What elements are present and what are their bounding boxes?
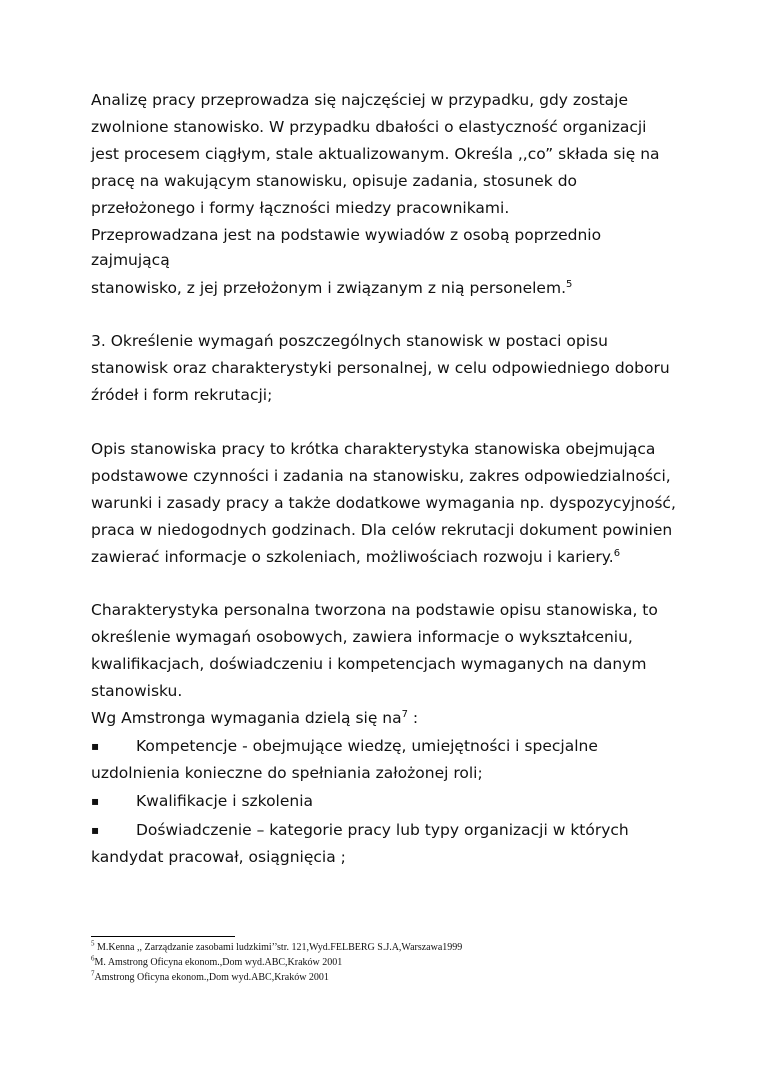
paragraph1-line: zwolnione stanowisko. W przypadku dbałości o elastyczność organizacji xyxy=(91,118,647,136)
paragraph2-line: praca w niedogodnych godzinach. Dla celów rekrutacji dokument powinien xyxy=(91,521,673,539)
footnote-text: M. Amstrong Oficyna ekonom.,Dom wyd.ABC,Kraków 2001 xyxy=(94,957,343,968)
footnote-number: 5 xyxy=(91,939,95,948)
bullet-item-competences: Kompetencje - obejmujące wiedzę, umiejętności i specjalne xyxy=(136,737,598,755)
paragraph3-line: Charakterystyka personalna tworzona na podstawie opisu stanowiska, to xyxy=(91,601,658,619)
paragraph2-text: zawierać informacje o szkoleniach, możliwościach rozwoju i kariery. xyxy=(91,548,614,566)
paragraph2-line: podstawowe czynności i zadania na stanowisku, zakres odpowiedzialności, xyxy=(91,467,671,485)
bullet-item-qualifications: Kwalifikacje i szkolenia xyxy=(136,792,314,810)
footnote-text: M.Kenna ,, Zarządzanie zasobami ludzkimi’’str. 121,Wyd.FELBERG S.J.A,Warszawa1999 xyxy=(94,942,463,953)
requirements-intro xyxy=(91,708,418,728)
bullet-marker: ▪ xyxy=(91,823,100,837)
paragraph2-line: warunki i zasady pracy a także dodatkowe wymagania np. dyspozycyjność, xyxy=(91,494,676,512)
footnote-text: Amstrong Oficyna ekonom.,Dom wyd.ABC,Kraków 2001 xyxy=(94,972,329,983)
paragraph1-line: przełożonego i formy łączności miedzy pracownikami. xyxy=(91,199,510,217)
requirements-intro-colon: : xyxy=(407,709,419,727)
bullet-item-experience-cont: kandydat pracował, osiągnięcia ; xyxy=(91,848,346,866)
requirements-intro-text: Wg Amstronga wymagania dzielą się na xyxy=(91,709,402,727)
paragraph3-line: kwalifikacjach, doświadczeniu i kompetencjach wymaganych na danym xyxy=(91,655,647,673)
footnote-6 xyxy=(91,954,343,969)
section3-line: źródeł i form rekrutacji; xyxy=(91,386,273,404)
paragraph1-line: Przeprowadzana jest na podstawie wywiadów z osobą poprzednio xyxy=(91,226,602,244)
section3-line: stanowisk oraz charakterystyki personalnej, w celu odpowiedniego doboru xyxy=(91,359,670,377)
bullet-marker: ▪ xyxy=(91,739,100,753)
paragraph1-line: jest procesem ciągłym, stale aktualizowanym. Określa ,,co” składa się na xyxy=(91,145,660,163)
paragraph3-line: stanowisku. xyxy=(91,682,183,700)
paragraph3-line: określenie wymagań osobowych, zawiera informacje o wykształceniu, xyxy=(91,628,633,646)
footnote-number: 7 xyxy=(91,969,95,978)
paragraph2-line: Opis stanowiska pracy to krótka charakterystyka stanowiska obejmująca xyxy=(91,440,656,458)
footnote-ref-7: 7 xyxy=(401,708,408,720)
footnote-7 xyxy=(91,969,329,984)
footnote-ref-5: 5 xyxy=(566,278,573,290)
footnote-number: 6 xyxy=(91,954,95,963)
paragraph1-line: zajmującą xyxy=(91,251,170,269)
bullet-item-competences-cont: uzdolnienia konieczne do spełniania założonej roli; xyxy=(91,764,483,782)
bullet-marker: ▪ xyxy=(91,794,100,808)
paragraph2-last-line xyxy=(91,547,620,567)
section3-line: 3. Określenie wymagań poszczególnych stanowisk w postaci opisu xyxy=(91,332,608,350)
paragraph1-line: Analizę pracy przeprowadza się najczęściej w przypadku, gdy zostaje xyxy=(91,91,628,109)
paragraph1-text: stanowisko, z jej przełożonym i związanym z nią personelem. xyxy=(91,279,566,297)
footnote-separator xyxy=(91,936,235,937)
paragraph1-line: pracę na wakującym stanowisku, opisuje zadania, stosunek do xyxy=(91,172,578,190)
footnote-5 xyxy=(91,939,463,954)
footnote-ref-6: 6 xyxy=(613,547,621,559)
paragraph1-last-line xyxy=(91,278,572,298)
bullet-item-experience: Doświadczenie – kategorie pracy lub typy organizacji w których xyxy=(136,821,629,839)
